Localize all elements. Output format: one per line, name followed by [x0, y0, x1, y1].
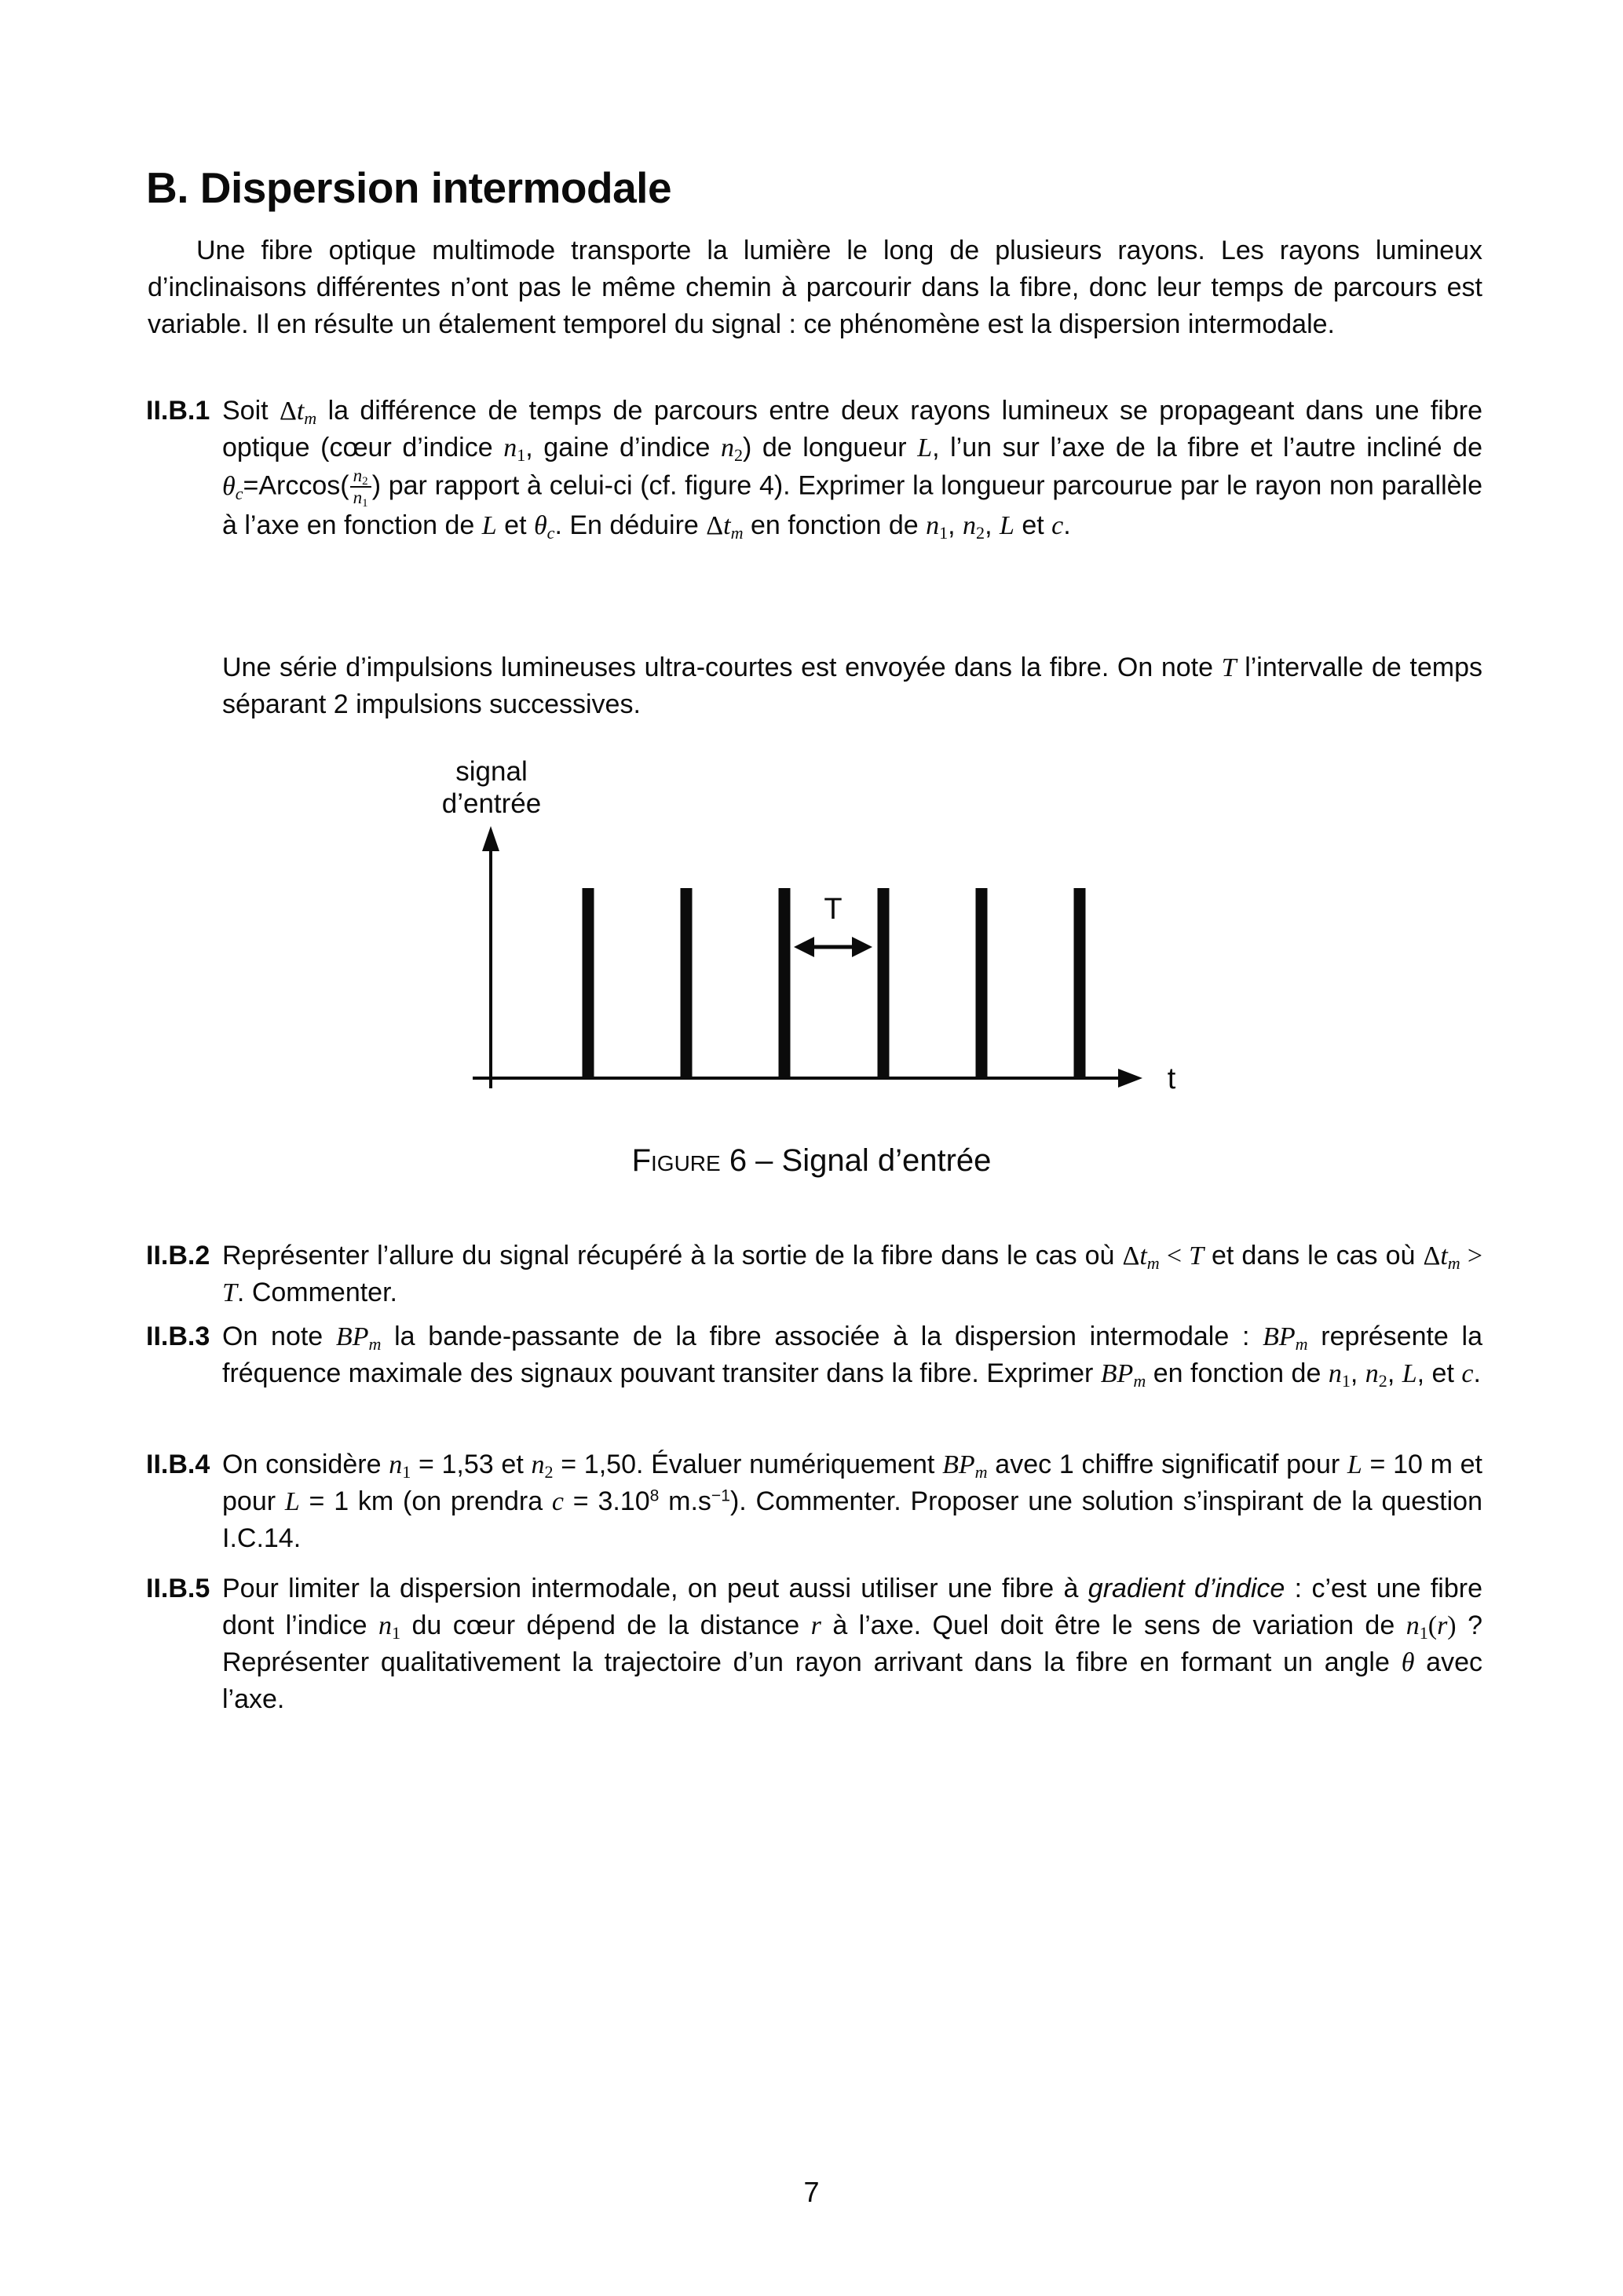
question-II-B-5	[146, 1570, 1482, 1718]
question-text: Représenter l’allure du signal récupéré à la sortie de la fibre dans le cas où $\Delta t_m < T$ et dans le cas où $\Delta t_m > T$. Commenter.	[222, 1241, 1482, 1307]
question-label: II.B.2	[146, 1241, 210, 1270]
figure-6-input-signal	[424, 751, 1217, 1128]
pulse-bar	[681, 888, 693, 1078]
pulse-bar	[1074, 888, 1086, 1078]
interval-arrow-left-icon	[794, 937, 814, 957]
question-label: II.B.5	[146, 1574, 210, 1603]
question-label: II.B.4	[146, 1450, 210, 1479]
pulse-bar	[976, 888, 988, 1078]
interval-label: T	[824, 893, 843, 926]
pulse-bar	[583, 888, 594, 1078]
pulse-train-note: Une série d’impulsions lumineuses ultra-courtes est envoyée dans la fibre. On note T l’intervalle de temps séparant 2 impulsions successives.	[222, 653, 1482, 719]
input-signal-plot	[424, 751, 1217, 1128]
x-axis-label: t	[1167, 1062, 1176, 1095]
figure-caption-rest: 6 – Signal d’entrée	[720, 1143, 992, 1178]
question-II-B-3	[146, 1318, 1482, 1392]
y-axis-label-line1: signal	[455, 756, 528, 787]
question-II-B-4	[146, 1446, 1482, 1557]
pulse-bar	[878, 888, 890, 1078]
question-text: On note $BP_m$ la bande-passante de la fibre associée à la dispersion intermodale : $BP_m$ représente la fréquence maximale des signaux pouvant transiter dans la fibre. Exprimer $BP_m$ en fonction de $n_1$, $n_2$, L, et c.	[222, 1322, 1482, 1391]
x-axis-arrow-icon	[1118, 1069, 1142, 1088]
question-label: II.B.1	[146, 396, 210, 426]
page-number: 7	[803, 2176, 820, 2208]
question-label: II.B.3	[146, 1322, 210, 1351]
y-axis-label-line2: d’entrée	[441, 788, 542, 819]
section-title: B. Dispersion intermodale	[146, 163, 672, 212]
intro-paragraph: Une fibre optique multimode transporte la lumière le long de plusieurs rayons. Les rayons lumineux d’inclinaisons différentes n’ont pas le même chemin à parcourir dans la fibre, donc leur temps de parcours est variable. Il en résulte un étalement temporel du signal : ce phénomène est la dispersion intermodale.	[148, 236, 1482, 339]
figure-caption	[0, 1143, 1623, 1179]
y-axis-arrow-icon	[482, 826, 499, 851]
question-text: Soit $\Delta t_m$ la différence de temps de parcours entre deux rayons lumineux se propageant dans une fibre optique (cœur d’indice $n_1$, gaine d’indice $n_2$) de longueur L, l’un sur l’axe de la fibre et l’autre incliné de $\theta_c=Arccos$( $\frac{n_2}{n_1}$ ) par rapport à celui-ci (cf. figure 4). Exprimer la longueur parcourue par le rayon non parallèle à l’axe en fonction de L et $\theta_c$. En déduire $\Delta t_m$ en fonction de $n_1$, $n_2$, L et c.	[222, 396, 1482, 543]
question-II-B-2	[146, 1238, 1482, 1311]
question-text: Pour limiter la dispersion intermodale, on peut aussi utiliser une fibre à gradient d’indice : c’est une fibre dont l’indice $n_1$ du cœur dépend de la distance r à l’axe. Quel doit être le sens de variation de $n_1(r)$ ? Représenter qualitativement la trajectoire d’un rayon arrivant dans la fibre en formant un angle θ avec l’axe.	[222, 1574, 1482, 1714]
figure-caption-word: Figure	[631, 1143, 721, 1178]
question-II-B-1	[146, 393, 1482, 544]
question-text: On considère $n_1 = 1,53$ et $n_2 = 1,50$. Évaluer numériquement $BP_m$ avec 1 chiffre significatif pour L = 10 m et pour L = 1 km (on prendra $c = 3.10^8$ $m.s^{-1}$). Commenter. Proposer une solution s’inspirant de la question I.C.14.	[222, 1450, 1483, 1553]
interval-arrow-right-icon	[852, 937, 872, 957]
pulse-bar	[779, 888, 791, 1078]
